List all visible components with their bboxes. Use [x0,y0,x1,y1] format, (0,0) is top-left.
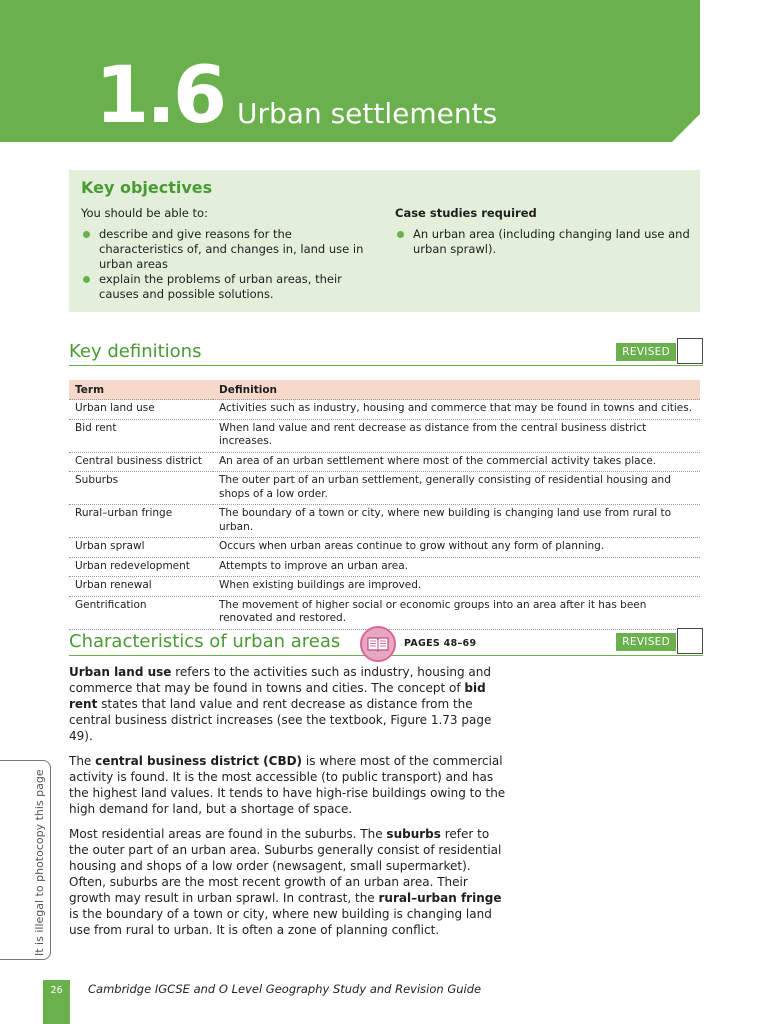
term-cell: Rural–urban fringe [69,505,213,538]
objectives-left-column [81,206,371,302]
characteristics-title: Characteristics of urban areas [69,631,341,652]
revised-checkbox[interactable] [677,338,703,364]
key-term: central business district (CBD) [95,754,303,768]
table-row [69,505,700,538]
objectives-list [81,227,371,302]
characteristics-body [69,664,509,947]
objectives-title: Key objectives [81,178,213,197]
table-row [69,538,700,558]
text-run: is the boundary of a town or city, where new building is changing land use from rural to urban. It is often a zone of planning conflict. [69,907,492,937]
term-cell: Gentrification [69,596,213,629]
chapter-title: Urban settlements [237,97,498,130]
key-term: rural–urban fringe [378,891,502,905]
definition-cell: When land value and rent decrease as distance from the central business district increases. [213,419,700,452]
key-term: bid rent [69,681,486,711]
text-run: is where most of the commercial activity is found. It is the most accessible (to public transport) and has the highest land values. It tends to have high-rise buildings owing to the high demand for land, but a shortage of space. [69,754,506,816]
key-definitions-title: Key definitions [69,341,202,362]
revised-label: REVISED [616,633,676,651]
case-studies-column [395,206,690,257]
page-number: 26 [50,985,63,996]
term-cell: Bid rent [69,419,213,452]
revised-checkbox[interactable] [677,628,703,654]
term-cell: Urban redevelopment [69,557,213,577]
paragraph [69,753,509,817]
column-header-term: Term [69,380,213,400]
table-row [69,577,700,597]
term-cell: Urban land use [69,400,213,420]
table-row [69,419,700,452]
definition-cell: The outer part of an urban settlement, generally consisting of residential housing and shops of a low order. [213,472,700,505]
key-objectives-box [69,170,700,312]
photocopy-notice: It is illegal to photocopy this page [33,769,46,956]
chapter-number: 1.6 [95,51,225,141]
term-cell: Suburbs [69,472,213,505]
book-pages-icon [360,626,396,662]
text-run: refer to the outer part of an urban area. Suburbs generally consist of residential housing and shops of a low order (newsagent, small supermarket). Often, suburbs are the most recent growth of an urban area. Their growth may result in urban sprawl. In contrast, the [69,827,502,905]
definition-cell: Activities such as industry, housing and commerce that may be found in towns and cities. [213,400,700,420]
column-header-definition: Definition [213,380,700,400]
table-header-row [69,380,700,400]
book-title: Cambridge IGCSE and O Level Geography Study and Revision Guide [88,982,482,996]
key-definitions-heading [69,341,703,366]
table-row [69,400,700,420]
case-studies-list [395,227,690,257]
text-run: refers to the activities such as industry, housing and commerce that may be found in towns and cities. The concept of [69,665,492,695]
definition-cell: The movement of higher social or economic groups into an area after it has been renovated and restored. [213,596,700,629]
definitions-table [69,380,700,630]
paragraph [69,826,509,938]
text-run: The [69,754,96,768]
definition-cell: Attempts to improve an urban area. [213,557,700,577]
definition-cell: Occurs when urban areas continue to grow without any form of planning. [213,538,700,558]
definition-cell: The boundary of a town or city, where new building is changing land use from rural to urban. [213,505,700,538]
paragraph [69,664,509,744]
objective-item: describe and give reasons for the characteristics of, and changes in, land use in urban areas [81,227,371,272]
text-run: Most residential areas are found in the suburbs. The [69,827,387,841]
term-cell: Urban renewal [69,577,213,597]
table-row [69,472,700,505]
definition-cell: When existing buildings are improved. [213,577,700,597]
text-run: states that land value and rent decrease as distance from the central business district increases (see the textbook, Figure 1.73 page 49). [69,697,492,743]
revised-label: REVISED [616,343,676,361]
case-study-item: An urban area (including changing land use and urban sprawl). [395,227,690,257]
definition-cell: An area of an urban settlement where most of the commercial activity takes place. [213,452,700,472]
table-row [69,452,700,472]
case-studies-heading: Case studies required [395,206,537,220]
objectives-left-heading: You should be able to: [81,206,208,220]
term-cell: Urban sprawl [69,538,213,558]
objective-item: explain the problems of urban areas, their causes and possible solutions. [81,272,371,302]
definitions-body [69,400,700,630]
table-row [69,557,700,577]
term-cell: Central business district [69,452,213,472]
pages-reference: PAGES 48–69 [404,638,477,649]
table-row [69,596,700,629]
key-term: suburbs [386,827,441,841]
key-term: Urban land use [69,665,172,679]
